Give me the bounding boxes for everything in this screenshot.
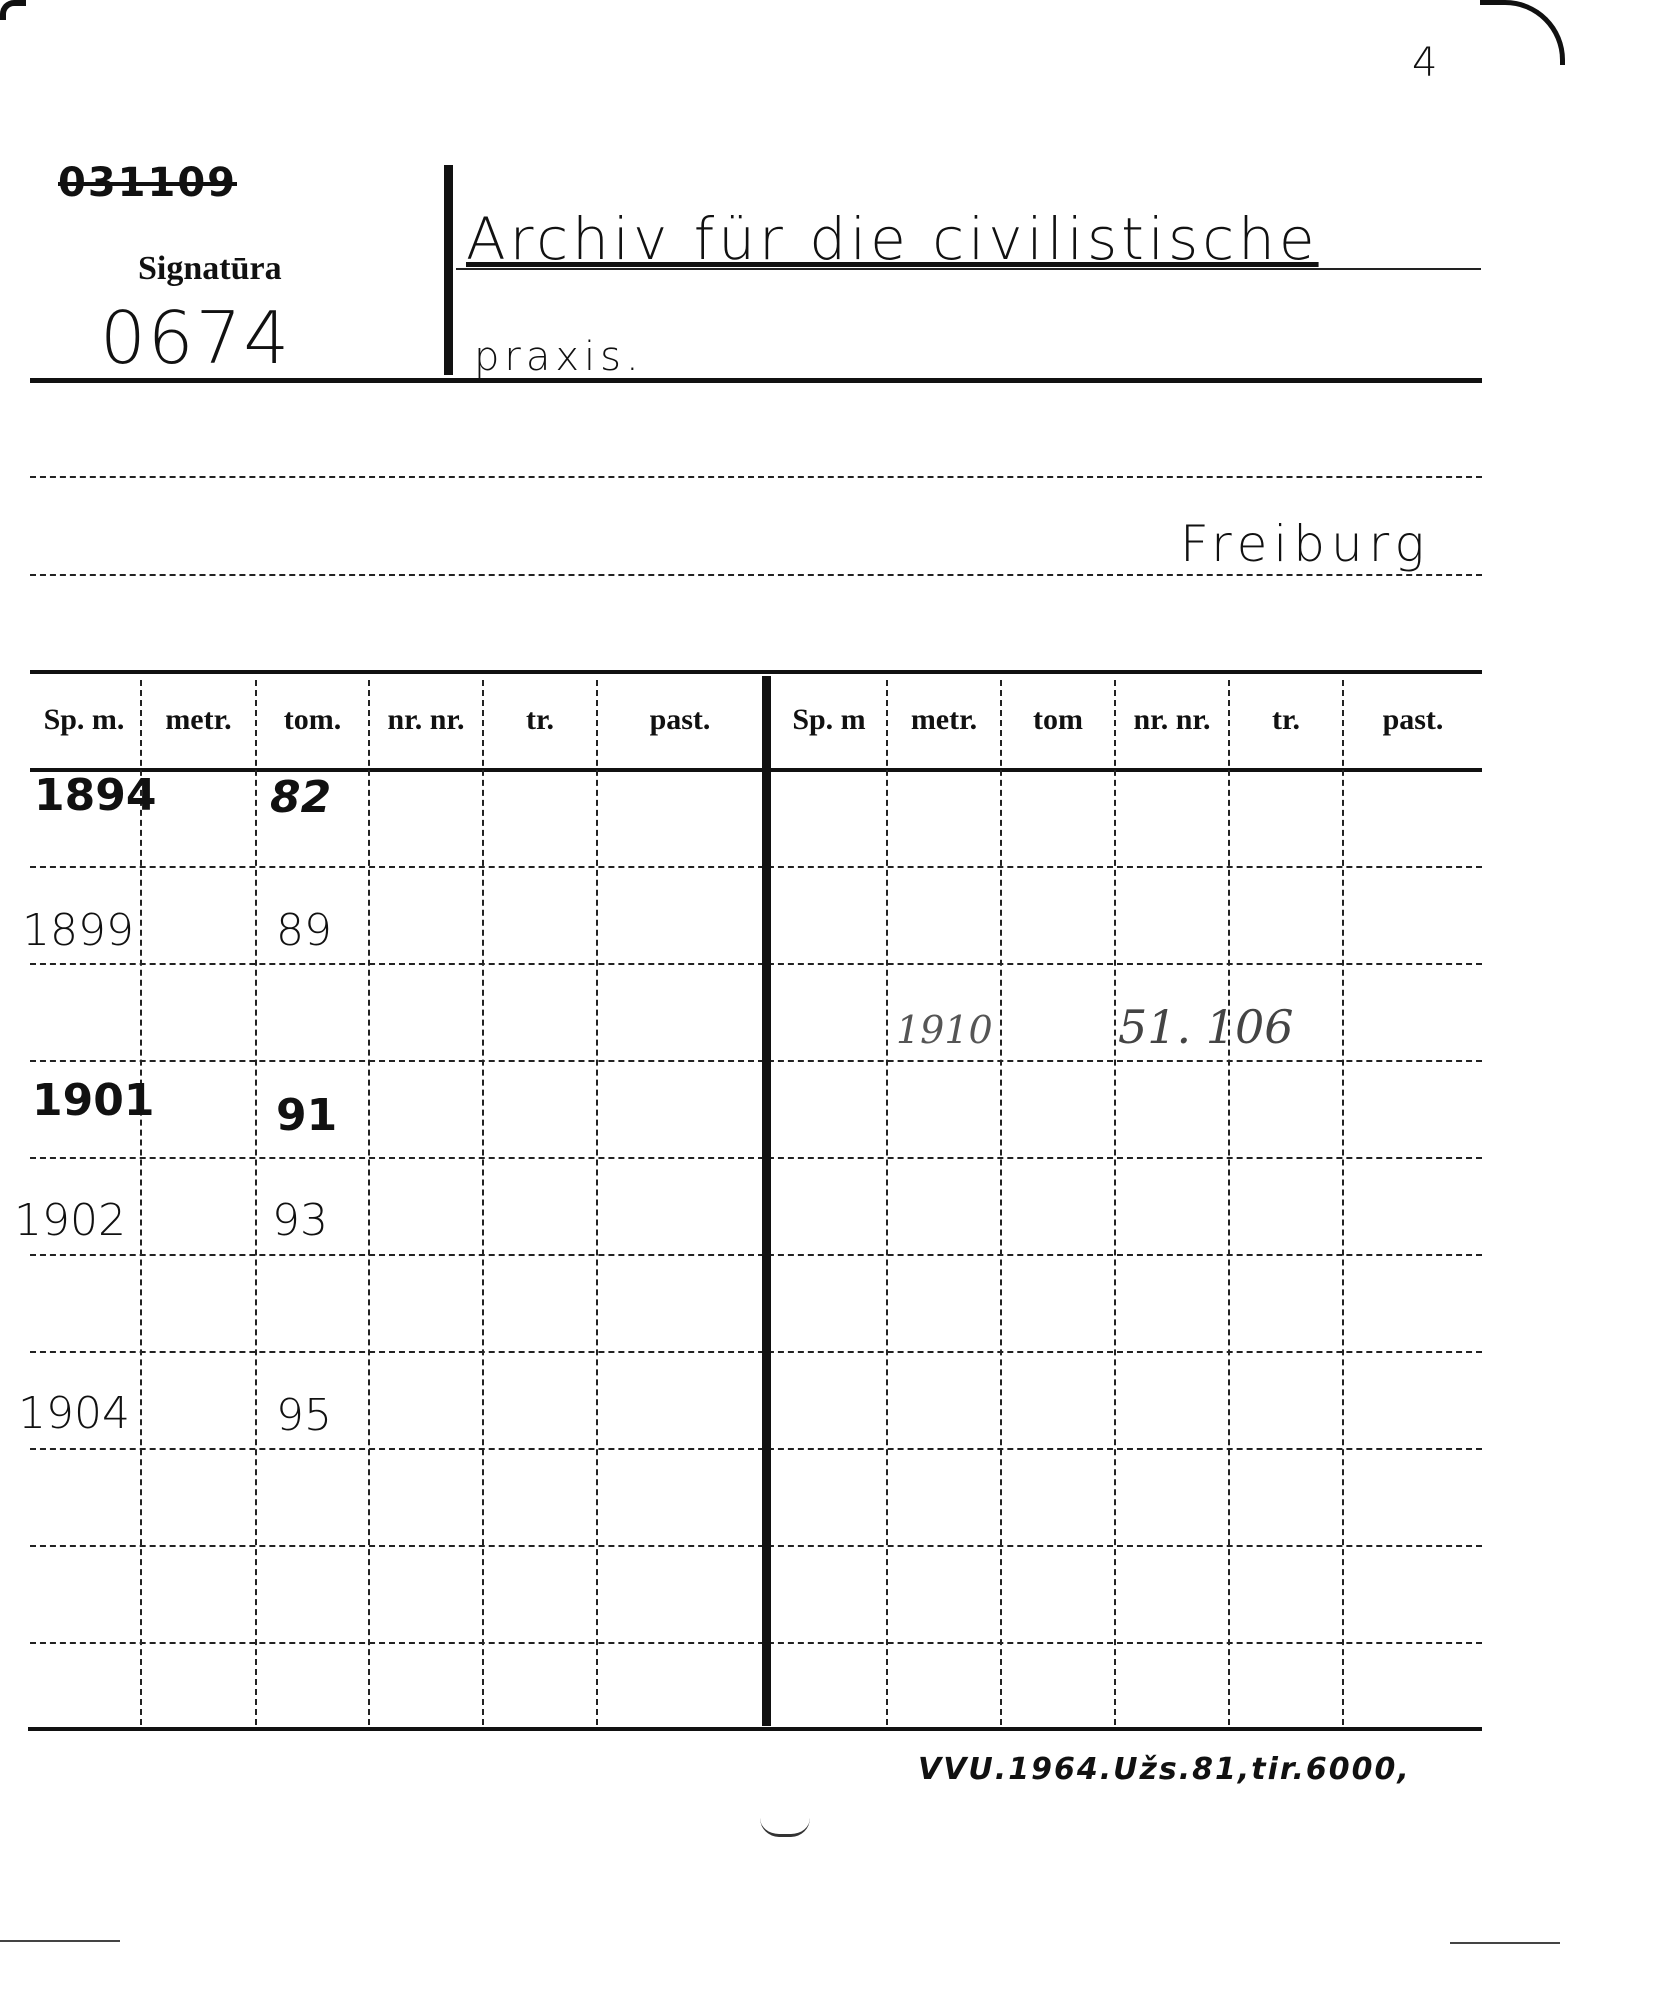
- signature-label: Signatūra: [138, 250, 282, 287]
- row-rule: [30, 1254, 1482, 1256]
- row-rule: [30, 1060, 1482, 1062]
- stray-mark: [760, 1818, 810, 1837]
- title-line-1-rule: [456, 268, 1481, 270]
- column-line: [255, 680, 257, 1725]
- row-rule: [30, 1448, 1482, 1450]
- column-line: [1114, 680, 1116, 1725]
- header-past: past.: [649, 703, 711, 736]
- header-tom-right: tom: [1033, 703, 1083, 736]
- signature-value: 0674: [100, 296, 292, 380]
- right-metr-entry: 1910: [896, 1008, 993, 1052]
- column-line: [596, 680, 598, 1725]
- page-corner-number: 4: [1412, 40, 1438, 86]
- row-rule: [30, 1157, 1482, 1159]
- row-rule: [30, 1351, 1482, 1353]
- stray-line-bottom-right: [1450, 1942, 1560, 1944]
- corner-mark-top-left: [0, 0, 26, 20]
- column-line: [886, 680, 888, 1725]
- tom-cell: 95: [276, 1390, 332, 1441]
- column-line: [1228, 680, 1230, 1725]
- year-cell: 1901: [32, 1075, 155, 1126]
- row-rule: [30, 866, 1482, 868]
- column-line: [482, 680, 484, 1725]
- tom-cell: 82: [270, 772, 332, 823]
- header-tom: tom.: [283, 703, 342, 736]
- footer-print-note: VVU.1964.Užs.81,tir.6000,: [918, 1752, 1411, 1787]
- year-cell: 1894: [34, 770, 157, 821]
- title-line-1: Archiv für die civilistische: [466, 205, 1319, 273]
- column-line: [1342, 680, 1344, 1725]
- header-nr-nr-right: nr. nr.: [1133, 703, 1211, 736]
- blank-rule-1: [30, 476, 1482, 478]
- column-line: [140, 680, 142, 1725]
- right-nr-entry: 51. 106: [1118, 1000, 1294, 1054]
- table-top-rule: [30, 670, 1482, 674]
- header-sp-m: Sp. m.: [43, 703, 125, 736]
- place: Freiburg: [1180, 515, 1431, 573]
- tom-cell: 93: [272, 1195, 328, 1246]
- table-center-divider: [762, 676, 771, 1726]
- column-line: [1000, 680, 1002, 1725]
- row-rule: [30, 1545, 1482, 1547]
- year-cell: 1899: [22, 905, 134, 956]
- header-metr-right: metr.: [910, 703, 978, 736]
- corner-mark-top-right: [1480, 0, 1565, 65]
- header-tr-right: tr.: [1271, 703, 1301, 736]
- header-separator: [444, 165, 453, 375]
- blank-rule-2: [30, 574, 1482, 576]
- table-header-rule: [30, 768, 1482, 772]
- table-bottom-rule: [28, 1727, 1482, 1731]
- row-rule: [30, 963, 1482, 965]
- struck-number: 031109: [58, 160, 237, 206]
- tom-cell: 91: [276, 1090, 338, 1141]
- header-rule: [30, 378, 1482, 383]
- row-rule: [30, 1642, 1482, 1644]
- tom-cell: 89: [276, 905, 332, 956]
- header-tr: tr.: [525, 703, 555, 736]
- header-nr-nr: nr. nr.: [387, 703, 465, 736]
- year-cell: 1904: [18, 1388, 130, 1439]
- header-past-right: past.: [1382, 703, 1444, 736]
- header-sp-m-right: Sp. m: [792, 703, 866, 736]
- stray-line-bottom-left: [0, 1940, 120, 1942]
- title-line-2: praxis.: [474, 334, 644, 380]
- header-metr: metr.: [165, 703, 232, 736]
- column-line: [368, 680, 370, 1725]
- year-cell: 1902: [14, 1195, 126, 1246]
